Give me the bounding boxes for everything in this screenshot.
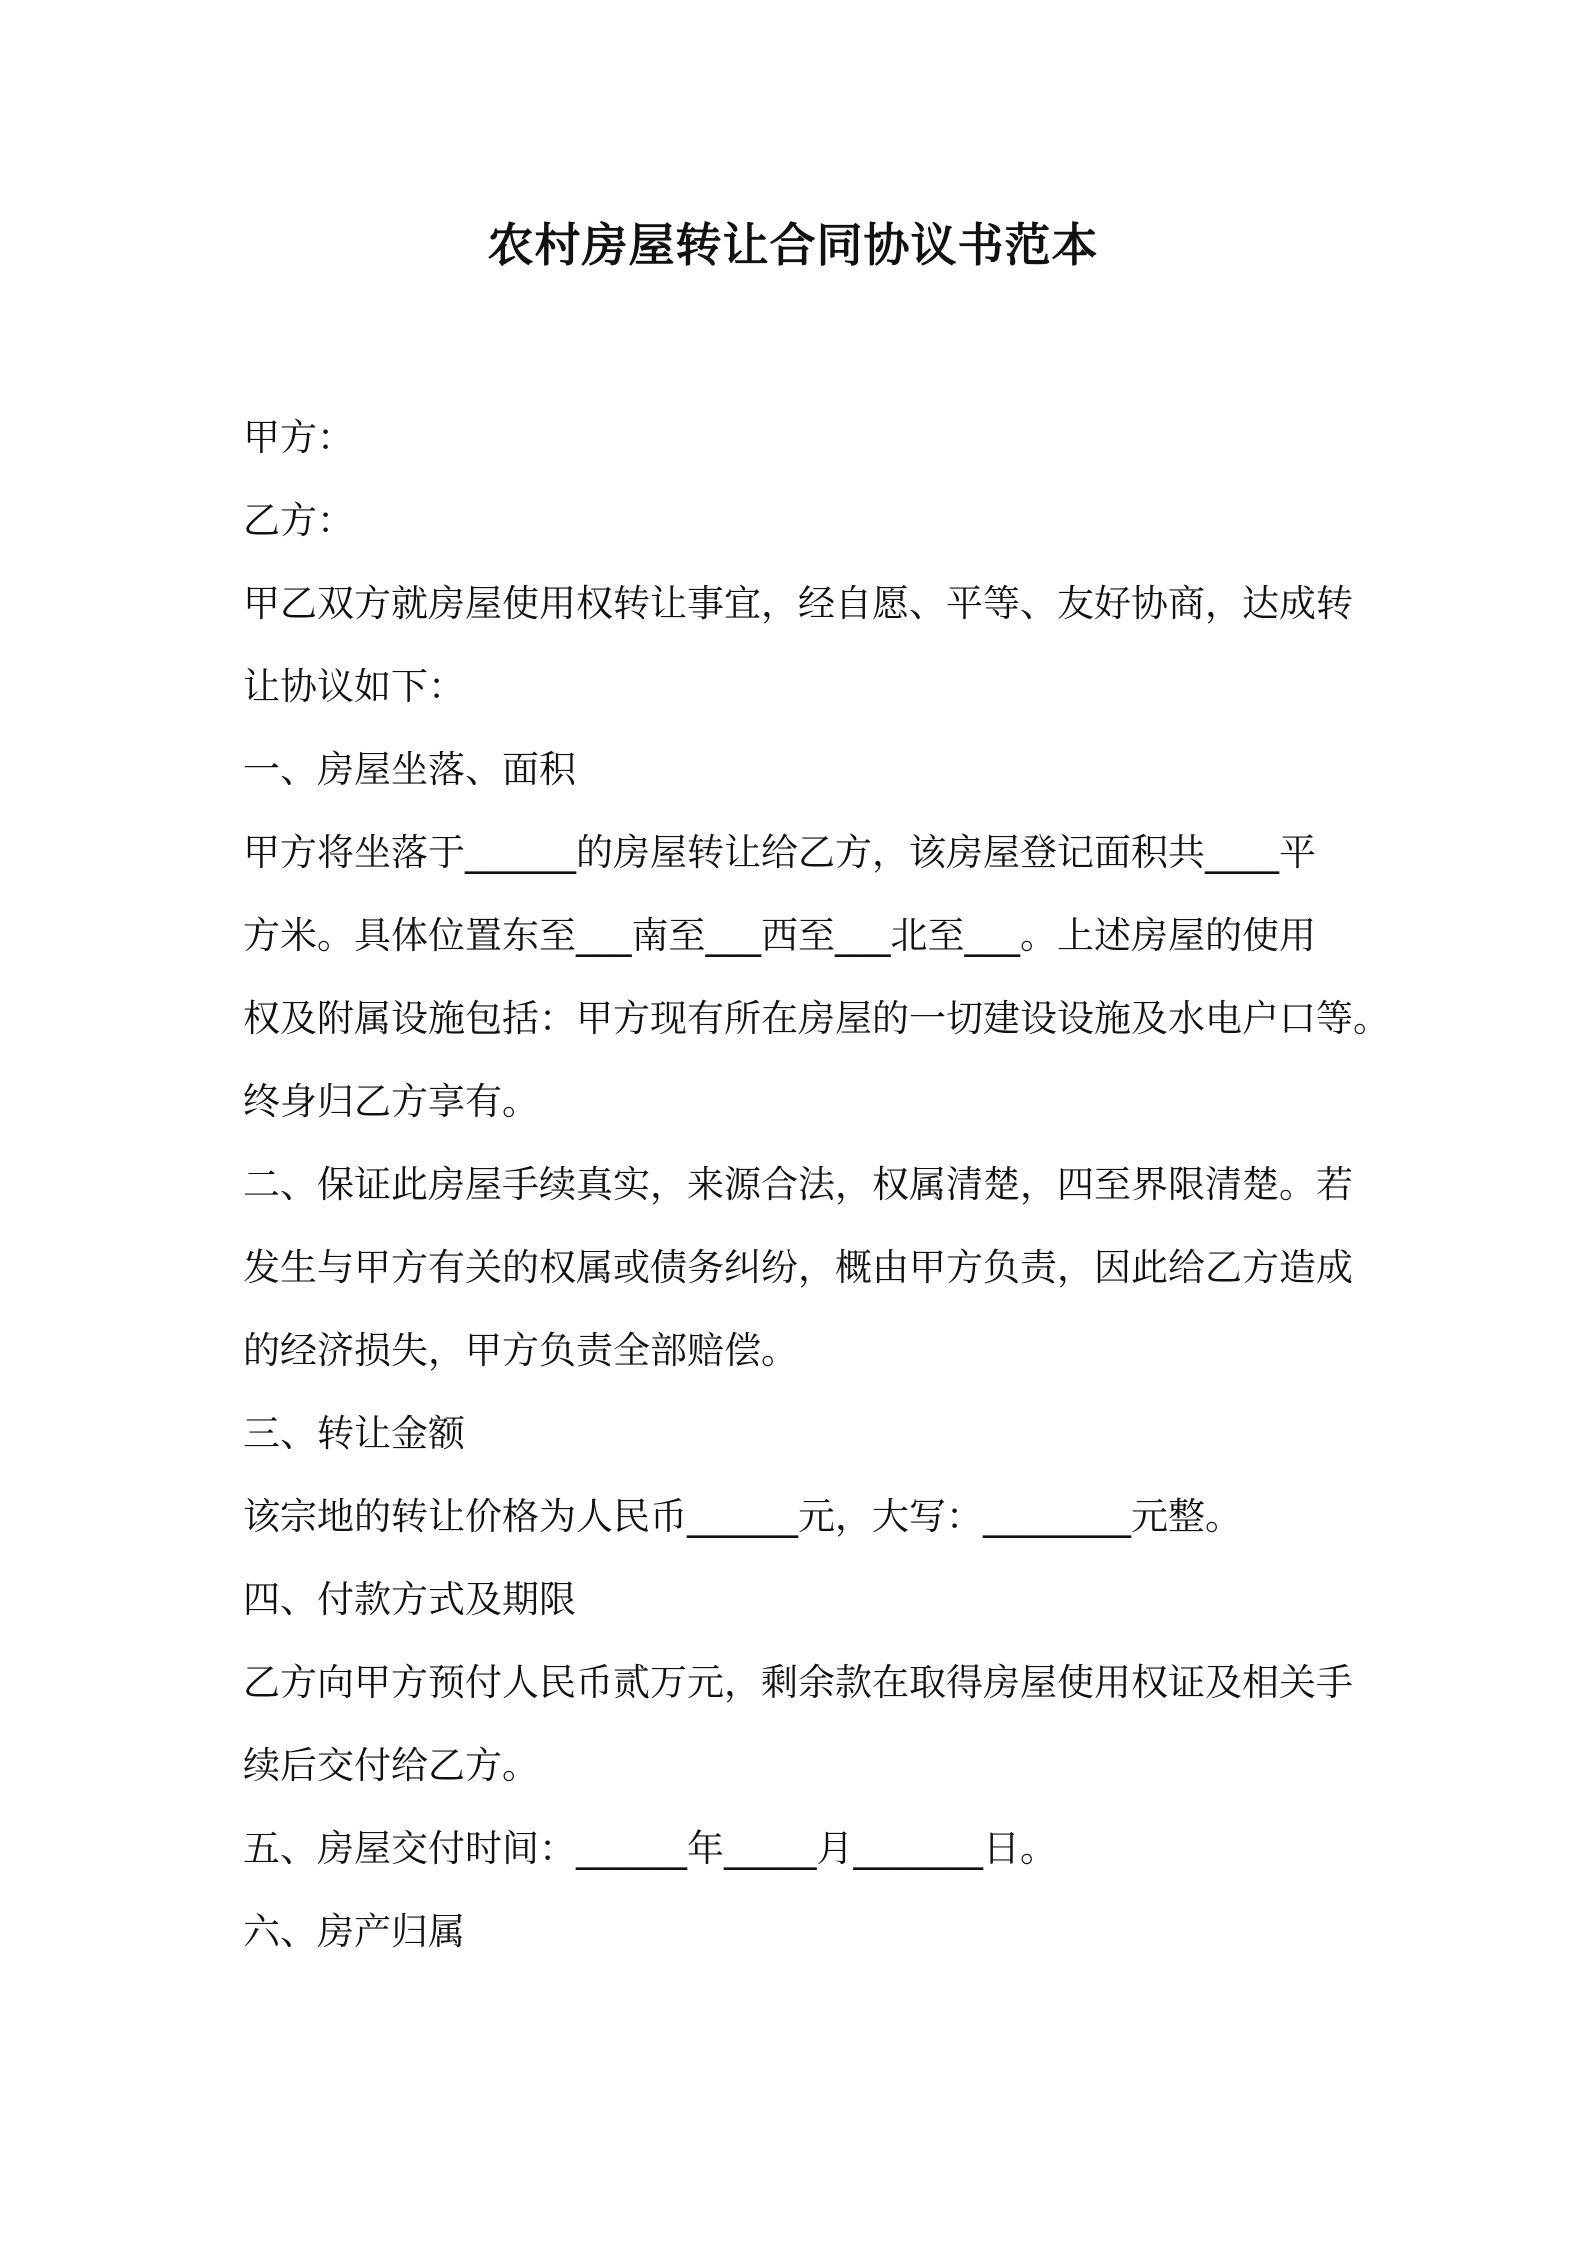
paragraph-line: 二、保证此房屋手续真实，来源合法，权属清楚，四至界限清楚。若 — [243, 1163, 1353, 1206]
paragraph-line: 甲乙双方就房屋使用权转让事宜，经自愿、平等、友好协商，达成转 — [243, 582, 1353, 625]
paragraph-line: 五、房屋交付时间：______年_____月_______日。 — [243, 1827, 1057, 1870]
party-b-line: 乙方： — [243, 499, 354, 542]
paragraph-line: 甲方将坐落于______的房屋转让给乙方，该房屋登记面积共____平 — [243, 831, 1316, 874]
paragraph-line: 发生与甲方有关的权属或债务纠纷，概由甲方负责，因此给乙方造成 — [243, 1246, 1353, 1289]
paragraph-line: 续后交付给乙方。 — [243, 1744, 539, 1787]
paragraph-line: 终身归乙方享有。 — [243, 1080, 539, 1123]
section-heading: 四、付款方式及期限 — [243, 1578, 576, 1621]
section-heading: 三、转让金额 — [243, 1412, 465, 1455]
section-heading: 一、房屋坐落、面积 — [243, 748, 576, 791]
paragraph-line: 该宗地的转让价格为人民币______元，大写：________元整。 — [243, 1495, 1242, 1538]
paragraph-line: 让协议如下： — [243, 665, 465, 708]
paragraph-line: 的经济损失，甲方负责全部赔偿。 — [243, 1329, 798, 1372]
paragraph-line: 权及附属设施包括：甲方现有所在房屋的一切建设设施及水电户口等。 — [243, 997, 1390, 1040]
paragraph-line: 乙方向甲方预付人民币贰万元，剩余款在取得房屋使用权证及相关手 — [243, 1661, 1353, 1704]
paragraph-line: 方米。具体位置东至___南至___西至___北至___。上述房屋的使用 — [243, 914, 1316, 957]
party-a-line: 甲方： — [243, 416, 354, 459]
section-heading: 六、房产归属 — [243, 1910, 465, 1953]
document-title: 农村房屋转让合同协议书范本 — [487, 218, 1099, 272]
